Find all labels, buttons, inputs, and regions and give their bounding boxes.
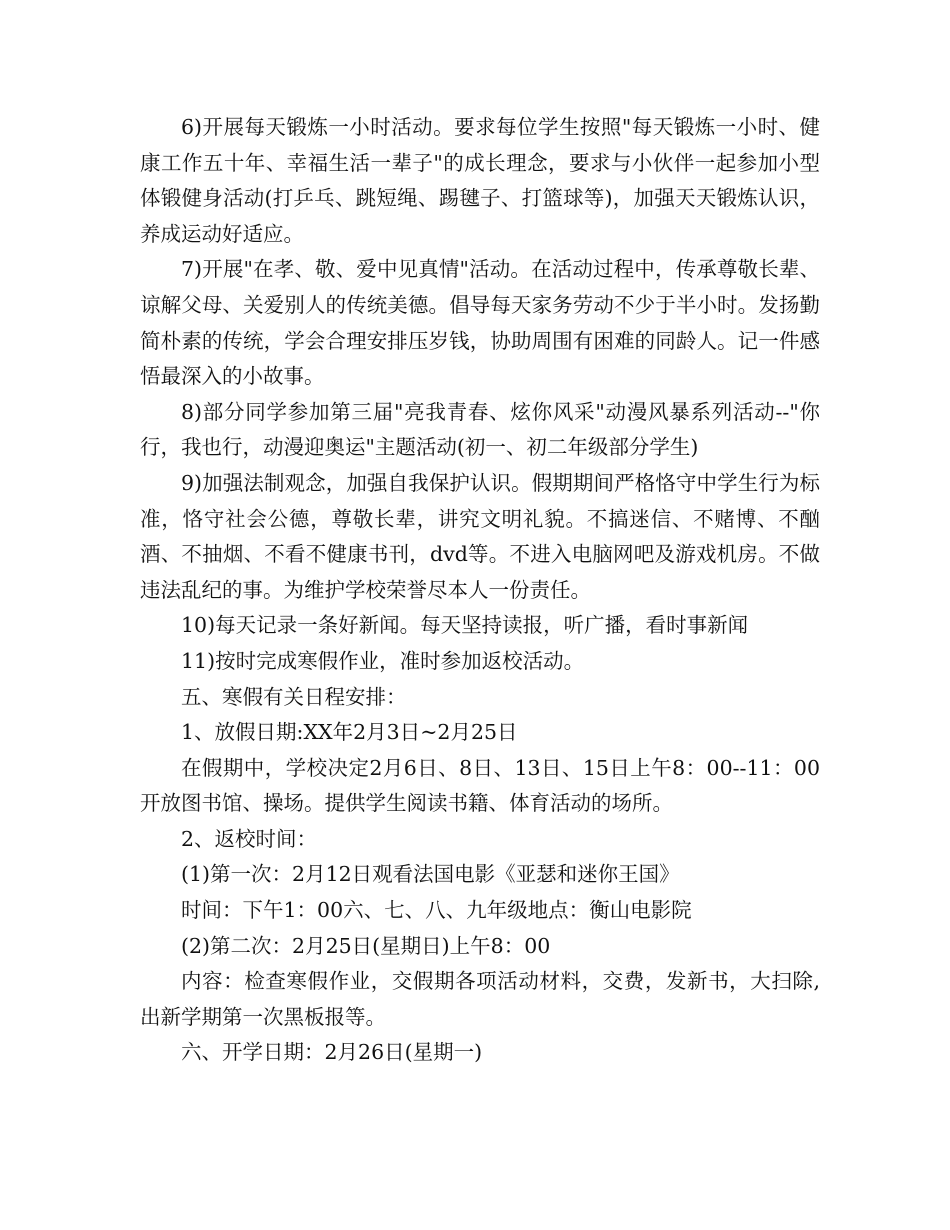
paragraph-item-9-law: 9)加强法制观念，加强自我保护认识。假期期间严格恪守中学生行为标准，恪守社会公德，尊敬长辈，讲究文明礼貌。不搞迷信、不赌博、不酗酒、不抽烟、不看不健康书刊，dvd等。不进入电脑网吧及游戏机房。不做违法乱纪的事。为维护学校荣誉尽本人一份责任。 (140, 470, 820, 602)
return-second: (2)第二次：2月25日(星期日)上午8：00 (181, 933, 551, 958)
paragraph-item-11-homework: 11)按时完成寒假作业，准时参加返校活动。 (181, 648, 585, 673)
paragraph-item-10-news: 10)每天记录一条好新闻。每天坚持读报，听广播，看时事新闻 (181, 613, 749, 638)
document-body (140, 110, 820, 1071)
return-time-heading: 2、返校时间： (181, 826, 318, 851)
return-first: (1)第一次：2月12日观看法国电影《亚瑟和迷你王国》 (181, 862, 680, 887)
paragraph-item-6-exercise: 6)开展每天锻炼一小时活动。要求每位学生按照"每天锻炼一小时、健康工作五十年、幸福生活一辈子"的成长理念，要求与小伙伴一起参加小型体锻健身活动(打乒乓、跳短绳、踢毽子、打篮球等)，加强天天锻炼认识，养成运动好适应。 (140, 115, 820, 246)
return-first-details: 时间：下午1：00六、七、八、九年级地点：衡山电影院 (181, 898, 692, 923)
library-opening: 在假期中，学校决定2月6日、8日、13日、15日上午8：00--11：00开放图书馆、操场。提供学生阅读书籍、体育活动的场所。 (140, 755, 820, 816)
section-heading-schedule: 五、寒假有关日程安排： (181, 684, 407, 709)
section-heading-start-date: 六、开学日期：2月26日(星期一) (181, 1040, 483, 1065)
paragraph-item-7-filial: 7)开展"在孝、敬、爱中见真情"活动。在活动过程中，传承尊敬长辈、谅解父母、关爱别人的传统美德。倡导每天家务劳动不少于半小时。发扬勤简朴素的传统，学会合理安排压岁钱，协助周围有困难的同龄人。记一件感悟最深入的小故事。 (140, 257, 820, 389)
return-second-content: 内容：检查寒假作业，交假期各项活动材料，交费，发新书，大扫除,出新学期第一次黑板报等。 (140, 969, 820, 1029)
holiday-dates: 1、放假日期:XX年2月3日~2月25日 (181, 720, 518, 745)
paragraph-item-8-anime: 8)部分同学参加第三届"亮我青春、炫你风采"动漫风暴系列活动--"你行，我也行，动漫迎奥运"主题活动(初一、初二年级部分学生) (140, 399, 820, 460)
